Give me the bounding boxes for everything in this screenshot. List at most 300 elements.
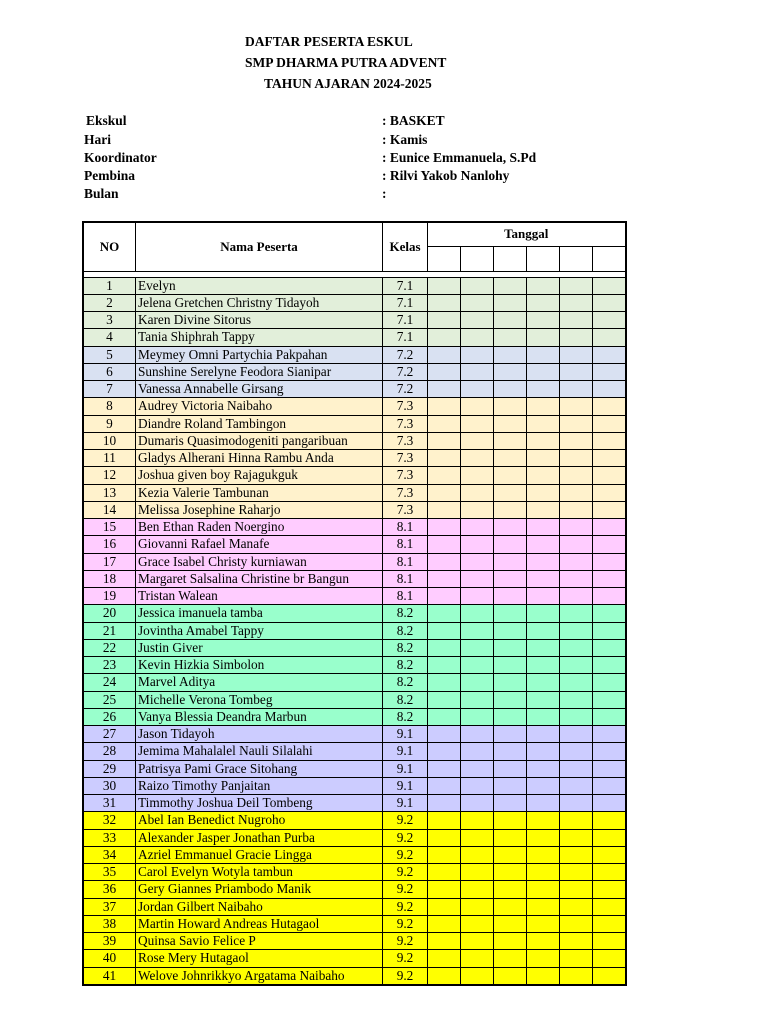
attendance-cell[interactable] (593, 346, 626, 363)
attendance-cell[interactable] (593, 657, 626, 674)
attendance-cell[interactable] (527, 329, 560, 346)
attendance-cell[interactable] (527, 467, 560, 484)
attendance-cell[interactable] (494, 777, 527, 794)
attendance-cell[interactable] (494, 812, 527, 829)
attendance-cell[interactable] (527, 346, 560, 363)
attendance-cell[interactable] (560, 519, 593, 536)
attendance-cell[interactable] (560, 501, 593, 518)
attendance-cell[interactable] (560, 812, 593, 829)
row-number: 13 (83, 484, 136, 501)
attendance-cell[interactable] (428, 743, 461, 760)
attendance-cell[interactable] (494, 881, 527, 898)
attendance-cell[interactable] (428, 346, 461, 363)
attendance-cell[interactable] (461, 277, 494, 294)
attendance-cell[interactable] (461, 967, 494, 985)
attendance-cell[interactable] (461, 726, 494, 743)
attendance-cell[interactable] (494, 674, 527, 691)
attendance-cell[interactable] (494, 622, 527, 639)
row-number: 29 (83, 760, 136, 777)
date-header-cell[interactable] (461, 246, 494, 271)
attendance-cell[interactable] (461, 622, 494, 639)
attendance-cell[interactable] (593, 881, 626, 898)
attendance-cell[interactable] (593, 381, 626, 398)
header-class: Kelas (383, 222, 428, 271)
date-header-cell[interactable] (593, 246, 626, 271)
attendance-cell[interactable] (428, 467, 461, 484)
attendance-cell[interactable] (428, 277, 461, 294)
attendance-cell[interactable] (461, 312, 494, 329)
attendance-cell[interactable] (428, 950, 461, 967)
attendance-cell[interactable] (461, 933, 494, 950)
attendance-cell[interactable] (560, 846, 593, 863)
table-row (83, 570, 626, 587)
attendance-cell[interactable] (494, 605, 527, 622)
attendance-cell[interactable] (560, 726, 593, 743)
participant-name: Jordan Gilbert Naibaho (136, 898, 383, 915)
attendance-cell[interactable] (494, 553, 527, 570)
attendance-cell[interactable] (494, 915, 527, 932)
attendance-cell[interactable] (428, 501, 461, 518)
class-cell: 8.2 (383, 708, 428, 725)
attendance-cell[interactable] (494, 760, 527, 777)
attendance-cell[interactable] (527, 588, 560, 605)
attendance-cell[interactable] (494, 829, 527, 846)
attendance-cell[interactable] (428, 795, 461, 812)
attendance-cell[interactable] (428, 294, 461, 311)
attendance-cell[interactable] (593, 726, 626, 743)
attendance-cell[interactable] (560, 915, 593, 932)
attendance-cell[interactable] (527, 501, 560, 518)
attendance-cell[interactable] (494, 588, 527, 605)
attendance-cell[interactable] (593, 588, 626, 605)
class-cell: 8.1 (383, 519, 428, 536)
attendance-cell[interactable] (494, 743, 527, 760)
participant-name: Grace Isabel Christy kurniawan (136, 553, 383, 570)
attendance-cell[interactable] (428, 864, 461, 881)
attendance-cell[interactable] (593, 312, 626, 329)
attendance-cell[interactable] (461, 381, 494, 398)
attendance-cell[interactable] (527, 381, 560, 398)
participant-name: Vanya Blessia Deandra Marbun (136, 708, 383, 725)
attendance-cell[interactable] (428, 691, 461, 708)
attendance-cell[interactable] (560, 760, 593, 777)
attendance-cell[interactable] (461, 639, 494, 656)
attendance-cell[interactable] (527, 674, 560, 691)
participant-name: Jovintha Amabel Tappy (136, 622, 383, 639)
attendance-cell[interactable] (428, 570, 461, 587)
date-header-cell[interactable] (428, 246, 461, 271)
attendance-cell[interactable] (593, 898, 626, 915)
row-number: 30 (83, 777, 136, 794)
attendance-cell[interactable] (428, 967, 461, 985)
table-row (83, 967, 626, 985)
attendance-cell[interactable] (428, 881, 461, 898)
table-row (83, 519, 626, 536)
attendance-cell[interactable] (527, 536, 560, 553)
attendance-cell[interactable] (428, 915, 461, 932)
attendance-cell[interactable] (428, 933, 461, 950)
participant-name: Marvel Aditya (136, 674, 383, 691)
attendance-cell[interactable] (593, 795, 626, 812)
attendance-cell[interactable] (461, 536, 494, 553)
attendance-cell[interactable] (494, 726, 527, 743)
attendance-cell[interactable] (494, 708, 527, 725)
attendance-cell[interactable] (461, 363, 494, 380)
attendance-cell[interactable] (461, 588, 494, 605)
attendance-cell[interactable] (494, 950, 527, 967)
attendance-cell[interactable] (527, 864, 560, 881)
row-number: 1 (83, 277, 136, 294)
attendance-cell[interactable] (494, 933, 527, 950)
attendance-cell[interactable] (560, 898, 593, 915)
attendance-cell[interactable] (560, 467, 593, 484)
row-number: 23 (83, 657, 136, 674)
attendance-cell[interactable] (461, 691, 494, 708)
attendance-cell[interactable] (461, 829, 494, 846)
attendance-cell[interactable] (593, 967, 626, 985)
attendance-cell[interactable] (461, 898, 494, 915)
attendance-cell[interactable] (560, 708, 593, 725)
attendance-cell[interactable] (593, 622, 626, 639)
attendance-cell[interactable] (428, 846, 461, 863)
attendance-cell[interactable] (494, 898, 527, 915)
attendance-cell[interactable] (527, 812, 560, 829)
attendance-cell[interactable] (593, 829, 626, 846)
attendance-cell[interactable] (593, 846, 626, 863)
attendance-cell[interactable] (527, 519, 560, 536)
attendance-cell[interactable] (560, 536, 593, 553)
info-label: Pembina (84, 168, 136, 183)
attendance-cell[interactable] (494, 691, 527, 708)
attendance-cell[interactable] (494, 398, 527, 415)
attendance-cell[interactable] (461, 329, 494, 346)
attendance-cell[interactable] (560, 570, 593, 587)
participant-name: Ben Ethan Raden Noergino (136, 519, 383, 536)
attendance-cell[interactable] (527, 294, 560, 311)
attendance-cell[interactable] (461, 950, 494, 967)
attendance-cell[interactable] (560, 605, 593, 622)
attendance-cell[interactable] (593, 933, 626, 950)
attendance-cell[interactable] (428, 415, 461, 432)
attendance-cell[interactable] (461, 294, 494, 311)
attendance-cell[interactable] (560, 967, 593, 985)
attendance-cell[interactable] (461, 519, 494, 536)
attendance-cell[interactable] (527, 967, 560, 985)
attendance-cell[interactable] (593, 398, 626, 415)
table-row (83, 898, 626, 915)
attendance-cell[interactable] (527, 450, 560, 467)
attendance-cell[interactable] (461, 553, 494, 570)
attendance-cell[interactable] (428, 812, 461, 829)
attendance-cell[interactable] (494, 294, 527, 311)
attendance-cell[interactable] (461, 467, 494, 484)
attendance-cell[interactable] (461, 346, 494, 363)
attendance-cell[interactable] (593, 691, 626, 708)
class-cell: 8.1 (383, 588, 428, 605)
attendance-cell[interactable] (494, 363, 527, 380)
attendance-cell[interactable] (560, 639, 593, 656)
attendance-cell[interactable] (494, 467, 527, 484)
attendance-cell[interactable] (527, 484, 560, 501)
attendance-cell[interactable] (560, 674, 593, 691)
attendance-cell[interactable] (560, 363, 593, 380)
attendance-cell[interactable] (527, 933, 560, 950)
attendance-cell[interactable] (461, 915, 494, 932)
attendance-cell[interactable] (494, 967, 527, 985)
attendance-cell[interactable] (560, 829, 593, 846)
row-number: 4 (83, 329, 136, 346)
attendance-cell[interactable] (461, 605, 494, 622)
class-cell: 9.2 (383, 898, 428, 915)
table-row (83, 346, 626, 363)
attendance-cell[interactable] (560, 294, 593, 311)
row-number: 33 (83, 829, 136, 846)
attendance-cell[interactable] (593, 674, 626, 691)
attendance-cell[interactable] (461, 812, 494, 829)
attendance-cell[interactable] (428, 605, 461, 622)
attendance-cell[interactable] (593, 812, 626, 829)
attendance-cell[interactable] (461, 864, 494, 881)
table-row (83, 467, 626, 484)
date-header-cell[interactable] (560, 246, 593, 271)
attendance-cell[interactable] (560, 622, 593, 639)
attendance-cell[interactable] (428, 329, 461, 346)
attendance-cell[interactable] (428, 657, 461, 674)
attendance-cell[interactable] (527, 950, 560, 967)
attendance-cell[interactable] (428, 363, 461, 380)
class-cell: 7.3 (383, 450, 428, 467)
title-line-2: SMP DHARMA PUTRA ADVENT (245, 55, 447, 70)
attendance-cell[interactable] (494, 846, 527, 863)
attendance-cell[interactable] (593, 329, 626, 346)
attendance-cell[interactable] (428, 708, 461, 725)
attendance-cell[interactable] (494, 864, 527, 881)
attendance-cell[interactable] (527, 432, 560, 449)
attendance-cell[interactable] (593, 743, 626, 760)
attendance-cell[interactable] (593, 760, 626, 777)
participant-name: Evelyn (136, 277, 383, 294)
attendance-cell[interactable] (494, 450, 527, 467)
attendance-cell[interactable] (560, 381, 593, 398)
attendance-cell[interactable] (428, 588, 461, 605)
attendance-cell[interactable] (494, 346, 527, 363)
attendance-cell[interactable] (494, 795, 527, 812)
attendance-cell[interactable] (593, 415, 626, 432)
attendance-cell[interactable] (527, 726, 560, 743)
attendance-cell[interactable] (560, 398, 593, 415)
attendance-cell[interactable] (593, 294, 626, 311)
attendance-cell[interactable] (527, 277, 560, 294)
attendance-cell[interactable] (461, 777, 494, 794)
attendance-cell[interactable] (428, 726, 461, 743)
attendance-cell[interactable] (461, 484, 494, 501)
attendance-cell[interactable] (560, 432, 593, 449)
attendance-cell[interactable] (461, 657, 494, 674)
attendance-cell[interactable] (428, 519, 461, 536)
attendance-cell[interactable] (527, 605, 560, 622)
attendance-cell[interactable] (560, 864, 593, 881)
attendance-cell[interactable] (560, 329, 593, 346)
table-row (83, 277, 626, 294)
attendance-cell[interactable] (593, 363, 626, 380)
attendance-cell[interactable] (428, 639, 461, 656)
attendance-cell[interactable] (593, 277, 626, 294)
attendance-cell[interactable] (527, 743, 560, 760)
attendance-cell[interactable] (461, 501, 494, 518)
attendance-cell[interactable] (560, 312, 593, 329)
attendance-cell[interactable] (527, 915, 560, 932)
class-cell: 7.3 (383, 501, 428, 518)
attendance-cell[interactable] (593, 536, 626, 553)
title-line-1: DAFTAR PESERTA ESKUL (245, 34, 413, 49)
attendance-cell[interactable] (560, 346, 593, 363)
row-number: 18 (83, 570, 136, 587)
row-number: 6 (83, 363, 136, 380)
attendance-cell[interactable] (428, 450, 461, 467)
attendance-cell[interactable] (428, 484, 461, 501)
attendance-cell[interactable] (560, 950, 593, 967)
attendance-cell[interactable] (428, 674, 461, 691)
attendance-cell[interactable] (527, 363, 560, 380)
attendance-cell[interactable] (560, 933, 593, 950)
attendance-cell[interactable] (560, 415, 593, 432)
participant-table (82, 221, 627, 986)
attendance-cell[interactable] (560, 657, 593, 674)
attendance-cell[interactable] (527, 657, 560, 674)
attendance-cell[interactable] (593, 950, 626, 967)
participant-name: Kezia Valerie Tambunan (136, 484, 383, 501)
attendance-cell[interactable] (428, 760, 461, 777)
class-cell: 9.2 (383, 864, 428, 881)
attendance-cell[interactable] (593, 864, 626, 881)
attendance-cell[interactable] (428, 777, 461, 794)
row-number: 5 (83, 346, 136, 363)
attendance-cell[interactable] (428, 536, 461, 553)
attendance-cell[interactable] (494, 277, 527, 294)
row-number: 27 (83, 726, 136, 743)
attendance-cell[interactable] (494, 415, 527, 432)
attendance-cell[interactable] (428, 553, 461, 570)
attendance-cell[interactable] (593, 708, 626, 725)
attendance-cell[interactable] (494, 519, 527, 536)
attendance-cell[interactable] (494, 329, 527, 346)
attendance-cell[interactable] (560, 777, 593, 794)
attendance-cell[interactable] (461, 432, 494, 449)
attendance-cell[interactable] (494, 432, 527, 449)
attendance-cell[interactable] (527, 829, 560, 846)
attendance-cell[interactable] (527, 415, 560, 432)
row-number: 38 (83, 915, 136, 932)
date-header-cell[interactable] (527, 246, 560, 271)
attendance-cell[interactable] (560, 588, 593, 605)
attendance-cell[interactable] (428, 398, 461, 415)
attendance-cell[interactable] (527, 622, 560, 639)
attendance-cell[interactable] (461, 743, 494, 760)
attendance-cell[interactable] (593, 467, 626, 484)
attendance-cell[interactable] (527, 398, 560, 415)
attendance-cell[interactable] (494, 381, 527, 398)
attendance-cell[interactable] (593, 519, 626, 536)
attendance-cell[interactable] (461, 450, 494, 467)
attendance-cell[interactable] (494, 501, 527, 518)
attendance-cell[interactable] (494, 536, 527, 553)
attendance-cell[interactable] (494, 312, 527, 329)
attendance-cell[interactable] (560, 743, 593, 760)
attendance-cell[interactable] (527, 898, 560, 915)
attendance-cell[interactable] (527, 846, 560, 863)
attendance-cell[interactable] (527, 708, 560, 725)
attendance-cell[interactable] (593, 432, 626, 449)
attendance-cell[interactable] (494, 484, 527, 501)
attendance-cell[interactable] (560, 450, 593, 467)
attendance-cell[interactable] (527, 312, 560, 329)
attendance-cell[interactable] (593, 777, 626, 794)
attendance-cell[interactable] (560, 484, 593, 501)
attendance-cell[interactable] (593, 915, 626, 932)
attendance-cell[interactable] (560, 795, 593, 812)
attendance-cell[interactable] (593, 570, 626, 587)
attendance-cell[interactable] (461, 674, 494, 691)
attendance-cell[interactable] (494, 657, 527, 674)
info-row-bulan (0, 186, 768, 204)
attendance-cell[interactable] (428, 312, 461, 329)
attendance-cell[interactable] (593, 450, 626, 467)
attendance-cell[interactable] (527, 691, 560, 708)
row-number: 25 (83, 691, 136, 708)
attendance-cell[interactable] (527, 639, 560, 656)
row-number: 14 (83, 501, 136, 518)
attendance-cell[interactable] (428, 898, 461, 915)
attendance-cell[interactable] (527, 795, 560, 812)
attendance-cell[interactable] (461, 570, 494, 587)
attendance-cell[interactable] (560, 277, 593, 294)
attendance-cell[interactable] (560, 553, 593, 570)
attendance-cell[interactable] (593, 484, 626, 501)
attendance-cell[interactable] (494, 570, 527, 587)
attendance-cell[interactable] (494, 639, 527, 656)
attendance-cell[interactable] (461, 760, 494, 777)
attendance-cell[interactable] (527, 553, 560, 570)
attendance-cell[interactable] (527, 881, 560, 898)
attendance-cell[interactable] (461, 398, 494, 415)
attendance-cell[interactable] (560, 881, 593, 898)
info-label: Ekskul (86, 113, 127, 128)
attendance-cell[interactable] (593, 605, 626, 622)
attendance-cell[interactable] (428, 622, 461, 639)
attendance-cell[interactable] (593, 639, 626, 656)
attendance-cell[interactable] (593, 553, 626, 570)
info-row-hari (0, 132, 768, 150)
attendance-cell[interactable] (461, 846, 494, 863)
attendance-cell[interactable] (560, 691, 593, 708)
attendance-cell[interactable] (428, 381, 461, 398)
row-number: 37 (83, 898, 136, 915)
attendance-cell[interactable] (527, 777, 560, 794)
attendance-cell[interactable] (593, 501, 626, 518)
date-header-cell[interactable] (494, 246, 527, 271)
attendance-cell[interactable] (527, 760, 560, 777)
attendance-cell[interactable] (461, 795, 494, 812)
attendance-cell[interactable] (461, 881, 494, 898)
participant-name: Azriel Emmanuel Gracie Lingga (136, 846, 383, 863)
attendance-cell[interactable] (461, 415, 494, 432)
attendance-cell[interactable] (428, 432, 461, 449)
class-cell: 8.1 (383, 536, 428, 553)
table-row (83, 536, 626, 553)
attendance-cell[interactable] (527, 570, 560, 587)
attendance-cell[interactable] (461, 708, 494, 725)
attendance-cell[interactable] (428, 829, 461, 846)
